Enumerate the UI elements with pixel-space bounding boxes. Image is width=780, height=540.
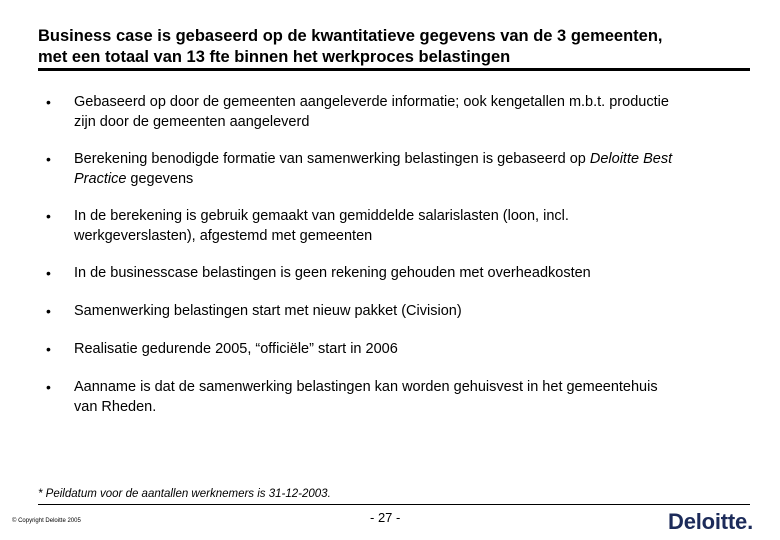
bullet-item (38, 377, 750, 417)
title-line-1: Business case is gebaseerd op de kwantitatieve gegevens van de 3 gemeenten, (38, 27, 663, 45)
logo-dot: . (747, 509, 753, 534)
bullet-text-line (74, 149, 750, 169)
bullet-text-line: In de berekening is gebruik gemaakt van gemiddelde salarislasten (loon, incl. (74, 208, 569, 224)
bullet-item (38, 301, 750, 339)
bullet-text-emphasis: Practice (74, 171, 127, 187)
bullet-text-emphasis: Deloitte Best (589, 151, 673, 167)
bullet-item (38, 263, 750, 301)
bullet-text-line: Gebaseerd op door de gemeenten aangeleverde informatie; ook kengetallen m.b.t. productie (74, 94, 669, 110)
bullet-icon: • (46, 265, 51, 281)
title-line-2: met een totaal van 13 fte binnen het werkproces belastingen (38, 48, 511, 66)
footer-divider (38, 504, 750, 505)
page-number: - 27 - (370, 510, 401, 525)
bullet-text: Berekening benodigde formatie van samenwerking belastingen is gebaseerd op (74, 151, 590, 167)
logo-text: Deloitte (668, 509, 748, 534)
bullet-item (38, 149, 750, 206)
bullet-icon: • (46, 379, 51, 395)
bullet-text-line: Realisatie gedurende 2005, “officiële” start in 2006 (74, 341, 398, 357)
bullet-item (38, 206, 750, 263)
bullet-icon: • (46, 94, 51, 110)
bullet-text-line: Aanname is dat de samenwerking belastingen kan worden gehuisvest in het gemeentehuis (74, 379, 658, 395)
bullet-text: gegevens (126, 171, 194, 187)
bullet-text-line (74, 169, 750, 189)
title-divider (38, 68, 750, 71)
bullet-list (38, 92, 750, 417)
bullet-text-line: werkgeverslasten), afgestemd met gemeenten (74, 228, 373, 244)
bullet-text-line: Samenwerking belastingen start met nieuw pakket (Civision) (74, 303, 462, 319)
bullet-icon: • (46, 341, 51, 357)
bullet-icon: • (46, 208, 51, 224)
bullet-item (38, 92, 750, 149)
copyright-notice: © Copyright Deloitte 2005 (12, 518, 81, 524)
deloitte-logo (668, 509, 753, 535)
footnote: * Peildatum voor de aantallen werknemers is 31-12-2003. (38, 488, 331, 500)
bullet-icon: • (46, 151, 51, 167)
bullet-text-line: zijn door de gemeenten aangeleverd (74, 114, 310, 130)
bullet-text-line: In de businesscase belastingen is geen rekening gehouden met overheadkosten (74, 265, 591, 281)
bullet-icon: • (46, 303, 51, 319)
bullet-item (38, 339, 750, 377)
bullet-text-line: van Rheden. (74, 399, 157, 415)
slide-title (38, 26, 758, 68)
